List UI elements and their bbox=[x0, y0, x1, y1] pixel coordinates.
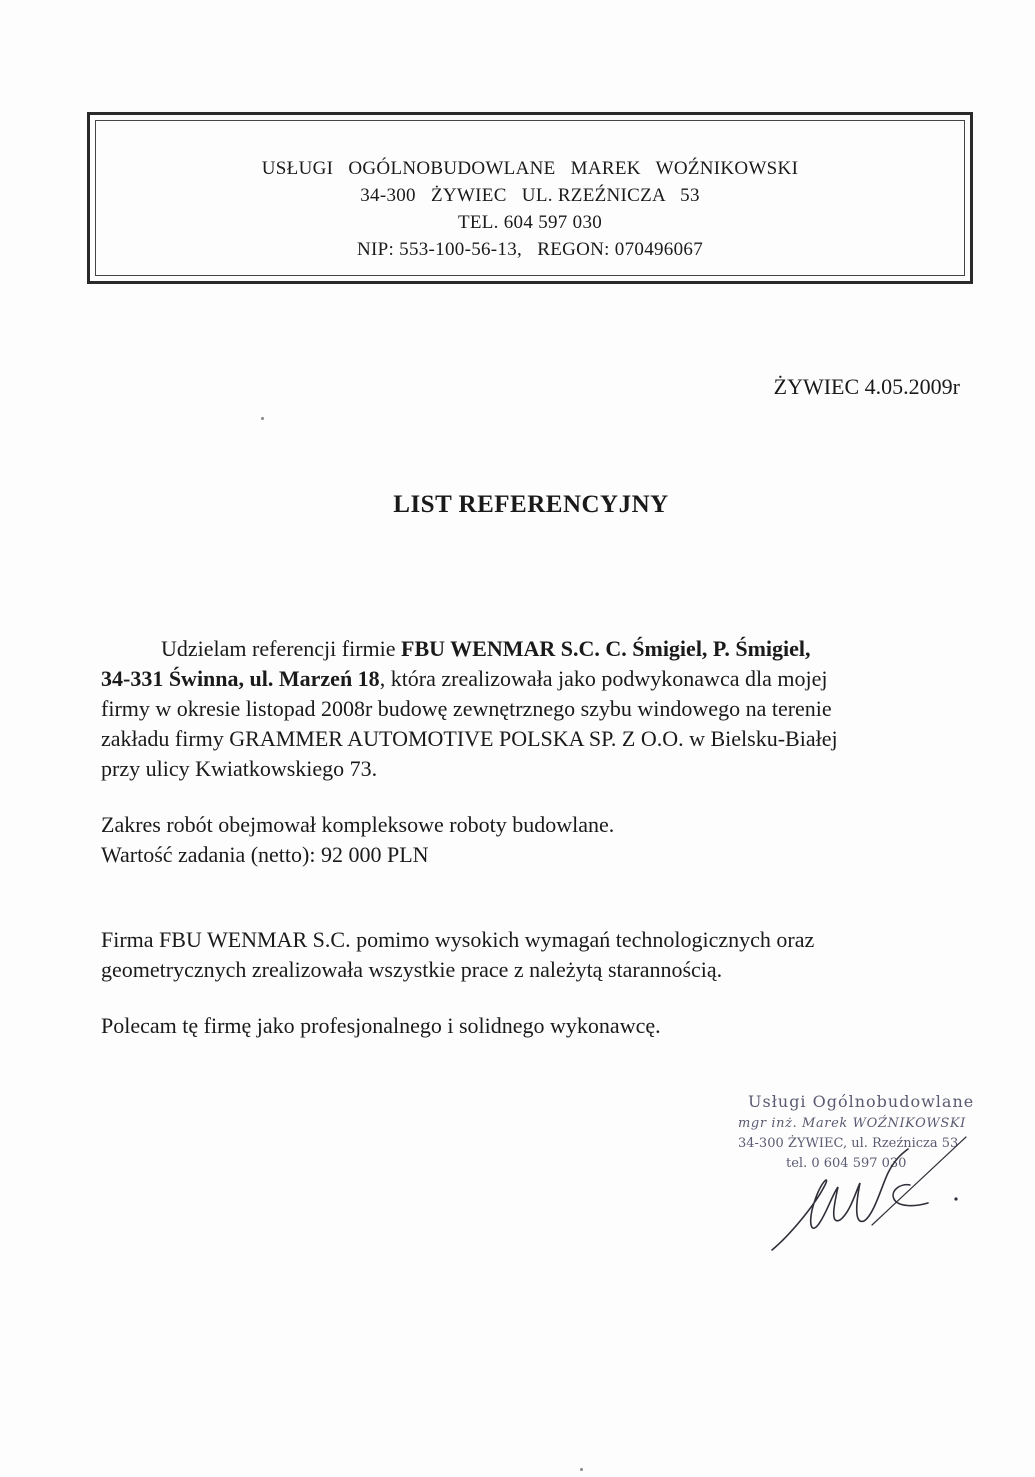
paragraph-reference bbox=[101, 634, 941, 784]
letterhead-address: 34-300 ŻYWIEC UL. RZEŹNICZA 53 bbox=[360, 185, 700, 206]
reference-continuation: , która zrealizowała jako podwykonawca dla mojej bbox=[379, 666, 828, 691]
paragraph-line: zakładu firmy GRAMMER AUTOMOTIVE POLSKA SP. Z O.O. w Bielsku-Białej bbox=[101, 726, 838, 751]
document-title: LIST REFERENCYJNY bbox=[393, 491, 669, 518]
scope-line: Zakres robót obejmował kompleksowe roboty budowlane. bbox=[101, 812, 615, 837]
company-name-bold: FBU WENMAR S.C. C. Śmigiel, P. Śmigiel, bbox=[401, 636, 811, 661]
paragraph-line: Firma FBU WENMAR S.C. pomimo wysokich wymagań technologicznych oraz bbox=[101, 927, 815, 952]
letterhead-company-name: USŁUGI OGÓLNOBUDOWLANE MAREK WOŹNIKOWSKI bbox=[261, 158, 799, 179]
letterhead-text bbox=[90, 155, 970, 263]
paragraph-line bbox=[101, 634, 941, 664]
paragraph-line bbox=[101, 664, 941, 694]
paragraph-line: przy ulicy Kwiatkowskiego 73. bbox=[101, 756, 378, 781]
paragraph-line: firmy w okresie listopad 2008r budowę zewnętrznego szybu windowego na terenie bbox=[101, 696, 832, 721]
value-line: Wartość zadania (netto): 92 000 PLN bbox=[101, 842, 429, 867]
paper-speck bbox=[261, 417, 264, 420]
letterhead-phone: TEL. 604 597 030 bbox=[457, 212, 603, 233]
document-date: ŻYWIEC 4.05.2009r bbox=[773, 374, 960, 399]
stamp-address: 34-300 ŻYWIEC, ul. Rzeźnicza 53 bbox=[738, 1136, 959, 1151]
reference-intro: Udzielam referencji firmie bbox=[161, 636, 402, 661]
letterhead-box bbox=[87, 112, 973, 284]
paragraph-recommendation bbox=[101, 1011, 941, 1041]
handwritten-signature bbox=[760, 1125, 970, 1260]
paper-speck bbox=[580, 1468, 583, 1471]
letterhead-tax-ids: NIP: 553-100-56-13, REGON: 070496067 bbox=[357, 239, 703, 260]
stamp-phone: tel. 0 604 597 030 bbox=[786, 1156, 907, 1171]
paragraph-quality bbox=[101, 925, 941, 985]
company-address-bold: 34-331 Świnna, ul. Marzeń 18 bbox=[101, 666, 380, 691]
stamp-owner: mgr inż. Marek WOŹNIKOWSKI bbox=[738, 1116, 966, 1131]
paragraph-scope bbox=[101, 810, 941, 870]
recommendation-line: Polecam tę firmę jako profesjonalnego i solidnego wykonawcę. bbox=[101, 1013, 661, 1038]
paragraph-line: geometrycznych zrealizowała wszystkie prace z należytą starannością. bbox=[101, 957, 723, 982]
stamp-company: Usługi Ogólnobudowlane bbox=[748, 1092, 975, 1111]
